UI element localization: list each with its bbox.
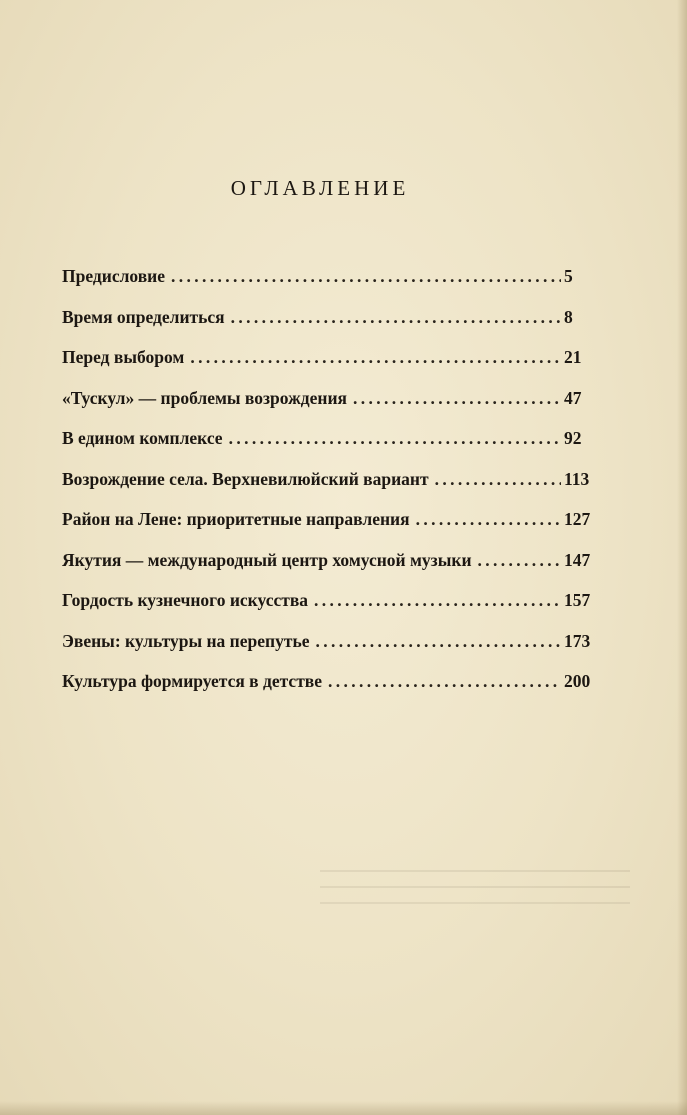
dot-leader xyxy=(328,671,561,692)
toc-list xyxy=(62,266,594,712)
dot-leader xyxy=(478,550,561,571)
page-bottom-shadow xyxy=(0,1101,687,1115)
toc-entry xyxy=(62,631,594,672)
toc-entry xyxy=(62,671,594,712)
dot-leader xyxy=(316,631,562,652)
dot-leader xyxy=(171,266,561,287)
toc-entry-title: Время определиться xyxy=(62,306,225,327)
toc-heading: ОГЛАВЛЕНИЕ xyxy=(230,176,410,200)
toc-entry-title: Перед выбором xyxy=(62,347,185,367)
toc-entry xyxy=(62,550,594,591)
toc-entry xyxy=(62,388,594,429)
dot-leader xyxy=(314,590,561,611)
bleed-through-text xyxy=(320,870,630,940)
toc-entry-title: Гордость кузнечного искусства xyxy=(62,590,309,610)
toc-entry-title: Предисловие xyxy=(62,266,166,286)
toc-entry-page: 8 xyxy=(564,306,573,327)
toc-entry-page: 147 xyxy=(564,549,591,570)
toc-entry-page: 200 xyxy=(564,671,591,691)
toc-entry-title: «Тускул» — проблемы возрождения xyxy=(62,387,348,408)
toc-entry-page: 113 xyxy=(564,468,590,489)
toc-entry xyxy=(62,307,594,348)
toc-entry-page: 173 xyxy=(564,630,591,651)
toc-entry xyxy=(62,428,594,469)
dot-leader xyxy=(416,509,561,530)
toc-entry-title: Возрождение села. Верхневилюйский вариант xyxy=(62,468,429,489)
toc-entry-page: 157 xyxy=(564,590,591,610)
toc-entry-page: 21 xyxy=(564,347,582,367)
toc-entry-title: Якутия — международный центр хомусной музыки xyxy=(62,549,472,570)
dot-leader xyxy=(229,428,561,449)
toc-entry-title: В едином комплексе xyxy=(62,428,223,448)
dot-leader xyxy=(231,307,561,328)
toc-entry xyxy=(62,266,594,307)
toc-entry xyxy=(62,590,594,631)
toc-entry-title: Культура формируется в детстве xyxy=(62,671,323,691)
toc-entry-page: 5 xyxy=(564,266,573,286)
dot-leader xyxy=(435,469,561,490)
toc-entry xyxy=(62,347,594,388)
toc-entry xyxy=(62,509,594,550)
page-edge-shadow xyxy=(677,0,687,1115)
toc-entry-title: Эвены: культуры на перепутье xyxy=(62,630,310,651)
toc-entry-title: Район на Лене: приоритетные направления xyxy=(62,509,410,529)
dot-leader xyxy=(190,347,561,368)
toc-entry-page: 127 xyxy=(564,509,591,529)
toc-entry-page: 92 xyxy=(564,428,582,448)
toc-entry xyxy=(62,469,594,510)
toc-entry-page: 47 xyxy=(564,387,582,408)
dot-leader xyxy=(353,388,561,409)
